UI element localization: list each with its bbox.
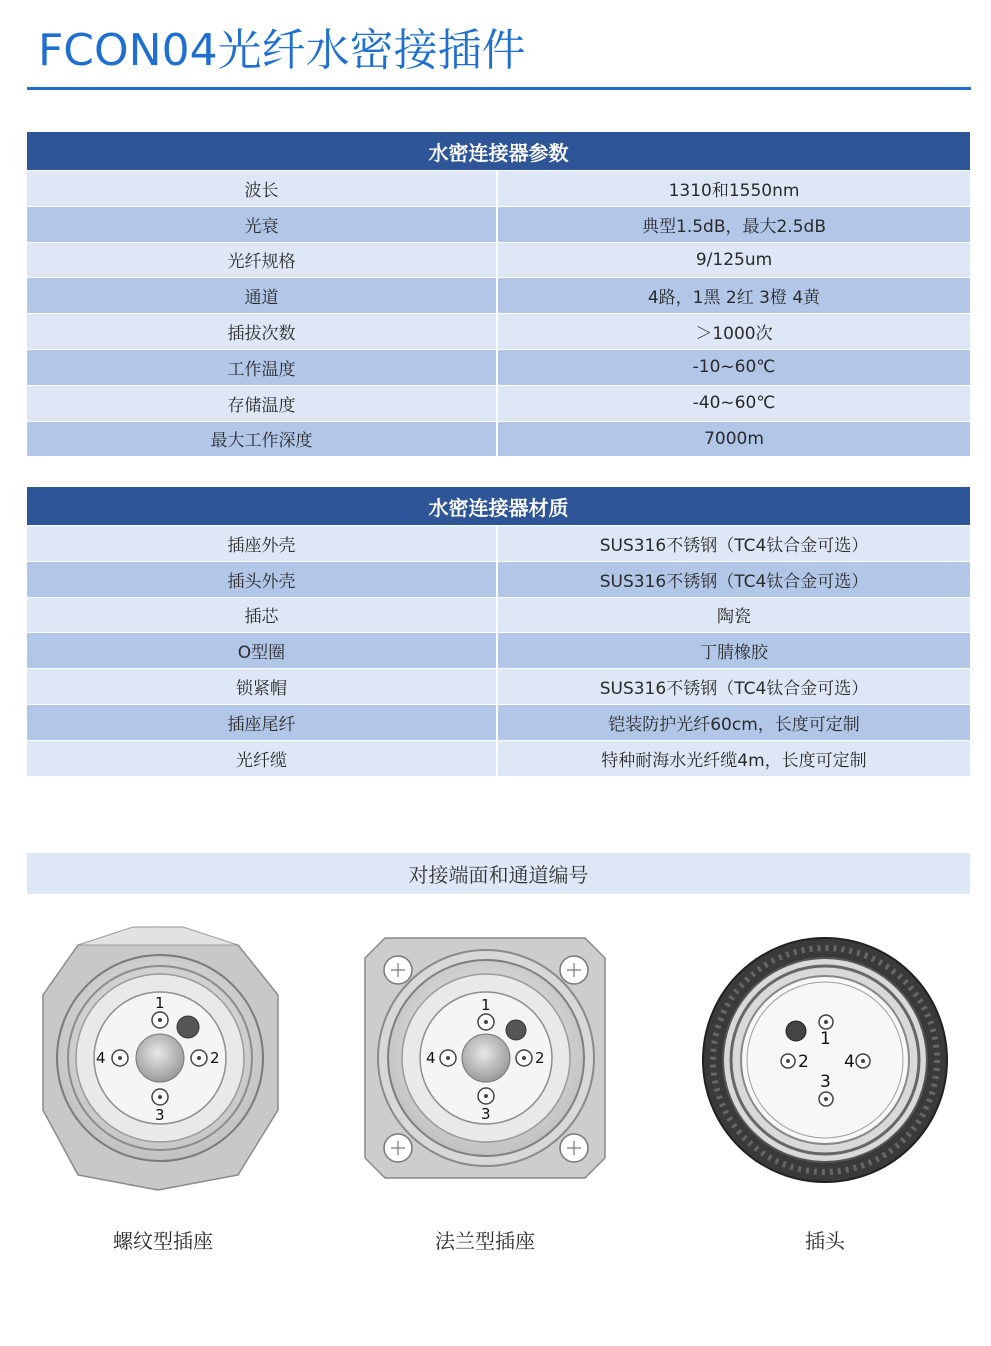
table-row [27,277,970,313]
channel-label: 1 [481,996,491,1014]
plug-image [700,930,950,1195]
param-label: 光纤规格 [27,243,498,278]
table-row [27,313,970,349]
material-label: 插座尾纤 [27,705,498,740]
table-row [27,349,970,385]
table-row [27,242,970,278]
material-value: 丁腈橡胶 [700,643,768,664]
param-value: -10~60℃ [692,357,776,378]
material-label: 插座外壳 [27,526,498,561]
channel-label: 2 [535,1049,545,1067]
material-value: SUS316不锈钢（TC4钛合金可选） [599,535,869,556]
flange-receptacle-image [360,920,610,1185]
param-value: 典型1.5dB，最大2.5dB [642,216,826,237]
threaded-receptacle-image [38,920,288,1195]
plug-figure [700,930,950,1195]
material-label: 光纤缆 [27,741,498,776]
channel-label: 2 [798,1052,809,1072]
threaded-receptacle-caption: 螺纹型插座 [113,1229,213,1253]
table-row [27,561,970,597]
channel-label: 2 [210,1049,220,1067]
material-label: 插头外壳 [27,562,498,597]
param-label: 通道 [27,278,498,313]
parameters-table [27,132,970,456]
param-label: 光衰 [27,207,498,242]
table-row [27,170,970,206]
channel-label: 3 [820,1072,831,1092]
table-row [27,704,970,740]
channel-label: 4 [426,1049,436,1067]
threaded-receptacle-figure [38,920,288,1195]
param-value: 1310和1550nm [668,180,800,201]
channel-label: 4 [844,1052,855,1072]
param-label: 最大工作深度 [27,422,498,457]
param-label: 工作温度 [27,350,498,385]
interface-section-title: 对接端面和通道编号 [27,853,970,894]
param-label: 波长 [27,171,498,206]
param-label: 存储温度 [27,386,498,421]
channel-label: 4 [96,1049,106,1067]
title-divider [27,87,971,90]
table-row [27,525,970,561]
flange-receptacle-caption: 法兰型插座 [435,1229,535,1253]
table-row [27,632,970,668]
table-row [27,597,970,633]
page-title: FCON04光纤水密接插件 [38,25,526,76]
material-label: 插芯 [27,598,498,633]
material-value: SUS316不锈钢（TC4钛合金可选） [599,571,869,592]
material-value: 特种耐海水光纤缆4m，长度可定制 [601,750,867,771]
parameters-table-header: 水密连接器参数 [27,132,970,170]
channel-label: 1 [155,994,165,1012]
channel-label: 3 [481,1105,491,1123]
param-value: 9/125um [695,249,773,270]
material-value: 陶瓷 [717,607,751,628]
materials-table [27,487,970,776]
channel-label: 3 [155,1106,165,1124]
plug-caption: 插头 [805,1229,845,1253]
material-value: 铠装防护光纤60cm，长度可定制 [608,714,860,735]
flange-receptacle-figure [360,920,610,1185]
channel-label: 1 [820,1029,831,1049]
table-row [27,668,970,704]
param-value: 7000m [704,428,764,449]
param-value: -40~60℃ [692,393,776,414]
material-label: O型圈 [27,633,498,668]
table-row [27,385,970,421]
materials-table-header: 水密连接器材质 [27,487,970,525]
material-label: 锁紧帽 [27,669,498,704]
param-label: 插拔次数 [27,314,498,349]
param-value: ＞1000次 [695,324,773,345]
table-row [27,421,970,457]
table-row [27,206,970,242]
table-row [27,740,970,776]
material-value: SUS316不锈钢（TC4钛合金可选） [599,679,869,700]
param-value: 4路，1黑 2红 3橙 4黄 [647,288,821,309]
